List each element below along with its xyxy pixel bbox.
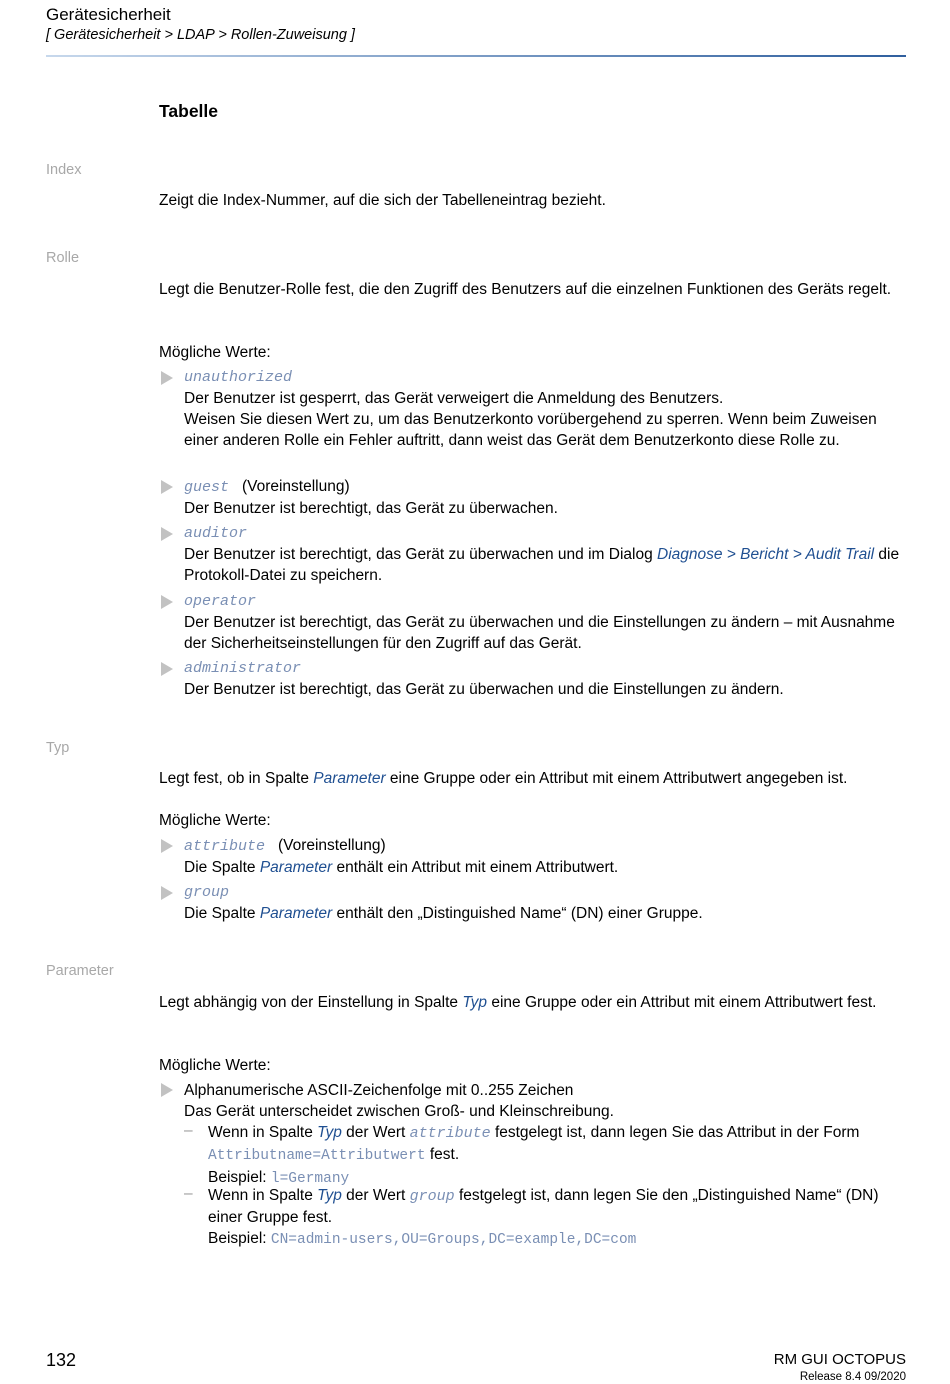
typ-link[interactable]: Typ (462, 994, 488, 1011)
field-label-typ: Typ (46, 740, 70, 756)
sub-item-group (208, 1185, 908, 1251)
default-note: (Voreinstellung) (277, 837, 386, 854)
example-label: Beispiel: (208, 1169, 271, 1186)
dash-bullet: – (184, 1185, 193, 1202)
bullet-arrow-icon (161, 839, 173, 853)
value-item-ascii (184, 1080, 909, 1122)
value-item-operator (184, 591, 909, 654)
product-name: RM GUI OCTOPUS (773, 1351, 906, 1368)
value-code: operator (184, 593, 257, 610)
bullet-arrow-icon (161, 1083, 173, 1097)
field-label-index: Index (46, 162, 82, 178)
example-label: Beispiel: (208, 1230, 271, 1247)
field-label-rolle: Rolle (46, 250, 80, 266)
text: Wenn in Spalte (208, 1187, 318, 1204)
value-desc: enthält den „Distinguished Name“ (DN) einer Gruppe. (332, 905, 703, 922)
value-desc: Der Benutzer ist gesperrt, das Gerät verweigert die Anmeldung des Benutzers. (184, 390, 724, 407)
value-item-attribute (184, 835, 909, 878)
value-item-group (184, 882, 909, 924)
parameter-link[interactable]: Parameter (313, 770, 386, 787)
text: festgelegt ist, dann legen Sie das Attribut in der Form (490, 1124, 860, 1141)
value-code: guest (184, 479, 230, 496)
text: Legt fest, ob in Spalte (159, 770, 314, 787)
value-code: administrator (184, 660, 302, 677)
parameter-description (159, 992, 909, 1013)
text: festgelegt ist, dann legen Sie den „Distinguished Name“ (DN) einer Gruppe fest. (208, 1187, 879, 1226)
value-desc: Die Spalte (184, 905, 260, 922)
dash-bullet: – (184, 1122, 193, 1139)
typ-link[interactable]: Typ (317, 1124, 342, 1141)
value-item-auditor (184, 523, 909, 586)
page-header-title: Gerätesicherheit (46, 5, 171, 24)
inline-code: Attributname=Attributwert (208, 1148, 426, 1164)
text: der Wert (341, 1124, 410, 1141)
audit-trail-link[interactable]: Diagnose > Bericht > Audit Trail (657, 546, 875, 563)
value-desc: enthält ein Attribut mit einem Attributwert. (332, 859, 619, 876)
section-title: Tabelle (159, 101, 219, 121)
bullet-arrow-icon (161, 527, 173, 541)
value-code: auditor (184, 525, 248, 542)
value-code: group (184, 884, 230, 901)
rolle-possible-values-heading: Mögliche Werte: (159, 344, 271, 361)
breadcrumb: [ Gerätesicherheit > LDAP > Rollen-Zuweisung ] (46, 27, 355, 43)
field-label-parameter: Parameter (46, 963, 114, 979)
inline-code: attribute (409, 1125, 491, 1142)
bullet-arrow-icon (161, 480, 173, 494)
bullet-arrow-icon (161, 371, 173, 385)
value-code: unauthorized (184, 369, 293, 386)
default-note: (Voreinstellung) (241, 478, 350, 495)
inline-code: group (409, 1188, 455, 1205)
text: eine Gruppe oder ein Attribut mit einem Attributwert fest. (487, 994, 877, 1011)
value-desc: Die Spalte (184, 859, 260, 876)
text: der Wert (341, 1187, 410, 1204)
value-desc: Das Gerät unterscheidet zwischen Groß- und Kleinschreibung. (184, 1103, 614, 1120)
text: Wenn in Spalte (208, 1124, 318, 1141)
bullet-arrow-icon (161, 662, 173, 676)
value-desc: die Protokoll-Datei zu speichern. (184, 546, 900, 584)
value-item-administrator (184, 658, 909, 700)
value-desc: Der Benutzer ist berechtigt, das Gerät zu überwachen und im Dialog (184, 546, 657, 563)
typ-possible-values-heading: Mögliche Werte: (159, 812, 271, 829)
header-divider (46, 55, 906, 57)
value-desc: Der Benutzer ist berechtigt, das Gerät zu überwachen und die Einstellungen zu ändern. (184, 681, 784, 698)
bullet-arrow-icon (161, 595, 173, 609)
page-number: 132 (46, 1350, 77, 1370)
parameter-link[interactable]: Parameter (259, 905, 333, 922)
release-info: Release 8.4 09/2020 (799, 1371, 906, 1383)
example-value: l=Germany (270, 1171, 350, 1187)
value-item-unauthorized (184, 367, 909, 451)
example-value: CN=admin-users,OU=Groups,DC=example,DC=com (270, 1232, 637, 1248)
parameter-link[interactable]: Parameter (259, 859, 333, 876)
parameter-possible-values-heading: Mögliche Werte: (159, 1057, 271, 1074)
typ-description (159, 768, 909, 789)
value-item-guest (184, 476, 909, 519)
value-desc: Alphanumerische ASCII-Zeichenfolge mit 0..255 Zeichen (184, 1082, 574, 1099)
value-code: attribute (184, 838, 266, 855)
sub-item-attribute (208, 1122, 908, 1190)
value-desc: Weisen Sie diesen Wert zu, um das Benutzerkonto vorübergehend zu sperren. Wenn beim Zuweisen einer anderen Rolle ein Fehler auftritt, dann weist das Gerät dem Benutzerkonto diese Rolle zu. (184, 411, 877, 449)
index-description: Zeigt die Index-Nummer, auf die sich der Tabelleneintrag bezieht. (159, 192, 606, 209)
typ-link[interactable]: Typ (317, 1187, 342, 1204)
rolle-description: Legt die Benutzer-Rolle fest, die den Zugriff des Benutzers auf die einzelnen Funktionen des Geräts regelt. (159, 281, 892, 298)
bullet-arrow-icon (161, 886, 173, 900)
text: Legt abhängig von der Einstellung in Spalte (159, 994, 463, 1011)
text: eine Gruppe oder ein Attribut mit einem Attributwert angegeben ist. (385, 770, 848, 787)
value-desc: Der Benutzer ist berechtigt, das Gerät zu überwachen. (184, 500, 558, 517)
text: fest. (425, 1146, 460, 1163)
value-desc: Der Benutzer ist berechtigt, das Gerät zu überwachen und die Einstellungen zu ändern – mit Ausnahme der Sicherheitseinstellungen für den Zugriff auf das Gerät. (184, 614, 895, 652)
